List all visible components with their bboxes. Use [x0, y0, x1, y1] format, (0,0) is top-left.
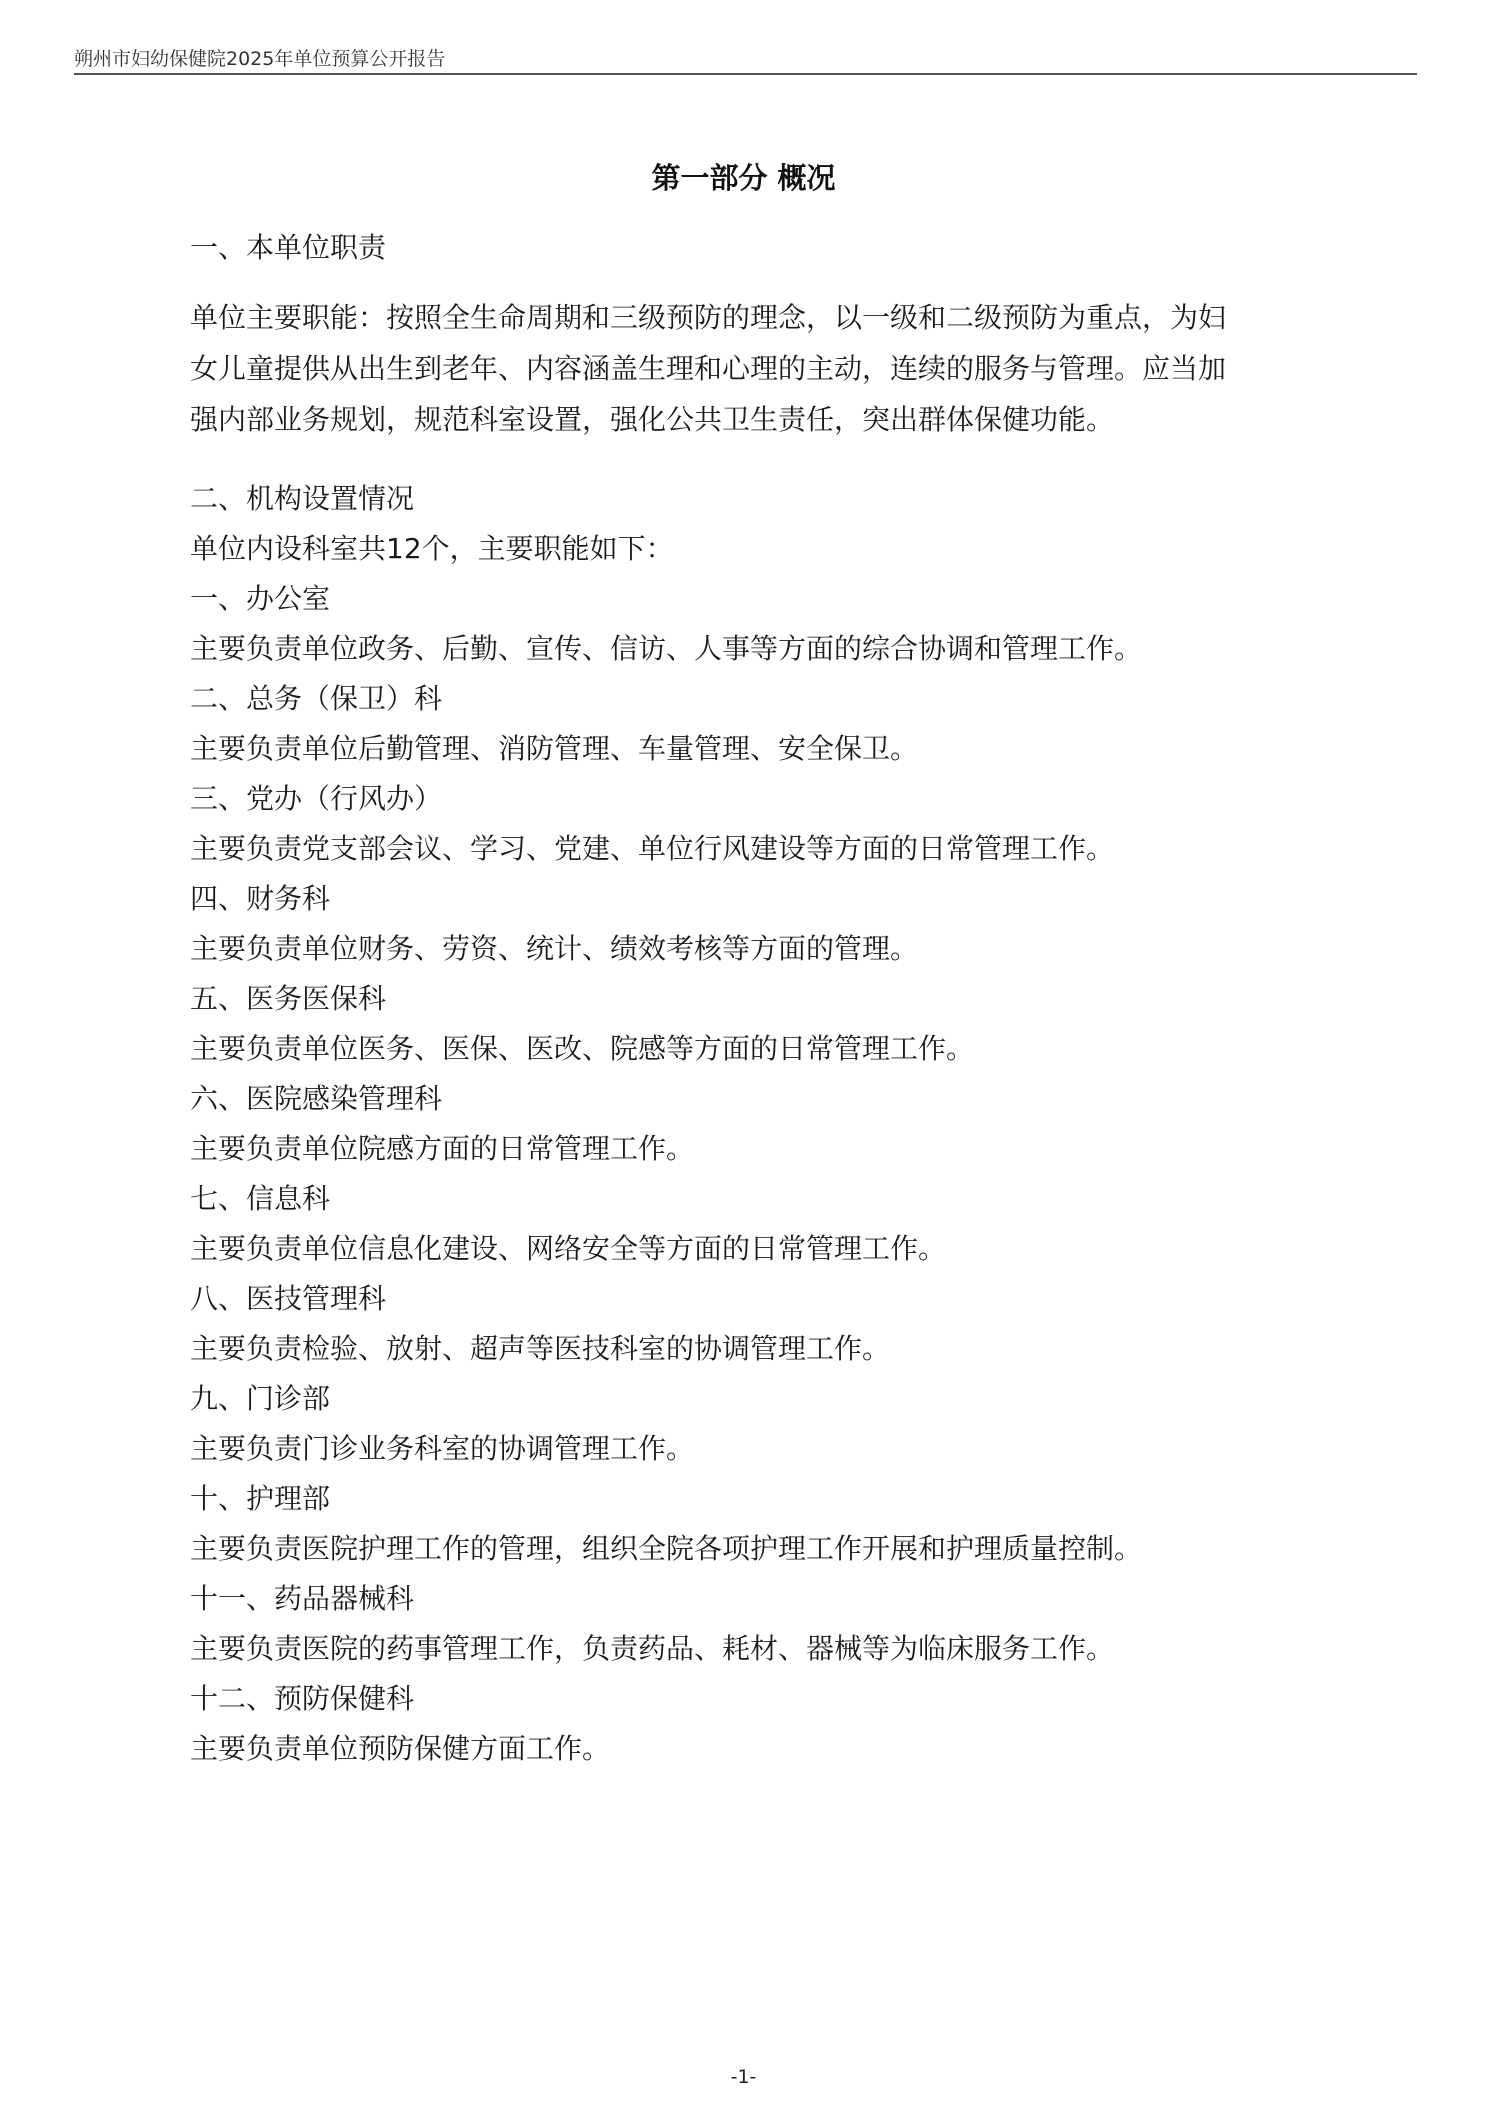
- department-name: 五、医务医保科: [190, 982, 387, 1015]
- org-heading: 二、机构设置情况: [190, 482, 415, 515]
- department-desc: 主要负责党支部会议、学习、党建、单位行风建设等方面的日常管理工作。: [190, 832, 1115, 865]
- department-desc: 主要负责单位财务、劳资、统计、绩效考核等方面的管理。: [190, 932, 919, 965]
- page-header-title: 朔州市妇幼保健院2025年单位预算公开报告: [74, 48, 446, 70]
- department-desc: 主要负责单位医务、医保、医改、院感等方面的日常管理工作。: [190, 1032, 975, 1065]
- department-desc: 主要负责医院护理工作的管理，组织全院各项护理工作开展和护理质量控制。: [190, 1532, 1143, 1565]
- header-divider: [74, 73, 1417, 75]
- department-name: 八、医技管理科: [190, 1282, 387, 1315]
- department-desc: 主要负责单位政务、后勤、宣传、信访、人事等方面的综合协调和管理工作。: [190, 632, 1143, 665]
- department-name: 六、医院感染管理科: [190, 1082, 443, 1115]
- department-name: 三、党办（行风办）: [190, 782, 443, 815]
- department-desc: 主要负责门诊业务科室的协调管理工作。: [190, 1432, 695, 1465]
- department-desc: 主要负责单位后勤管理、消防管理、车量管理、安全保卫。: [190, 732, 919, 765]
- department-name: 九、门诊部: [190, 1382, 331, 1415]
- duties-heading: 一、本单位职责: [190, 231, 387, 264]
- department-name: 十二、预防保健科: [190, 1682, 415, 1715]
- department-desc: 主要负责医院的药事管理工作，负责药品、耗材、器械等为临床服务工作。: [190, 1632, 1115, 1665]
- page-number: -1-: [730, 2066, 757, 2088]
- department-name: 二、总务（保卫）科: [190, 682, 443, 715]
- department-name: 十、护理部: [190, 1482, 331, 1515]
- duties-line: 强内部业务规划，规范科室设置，强化公共卫生责任，突出群体保健功能。: [190, 403, 1115, 436]
- department-desc: 主要负责单位院感方面的日常管理工作。: [190, 1132, 695, 1165]
- department-desc: 主要负责检验、放射、超声等医技科室的协调管理工作。: [190, 1332, 891, 1365]
- department-name: 七、信息科: [190, 1182, 331, 1215]
- org-intro: 单位内设科室共12个，主要职能如下：: [190, 532, 674, 565]
- department-desc: 主要负责单位信息化建设、网络安全等方面的日常管理工作。: [190, 1232, 947, 1265]
- document-body: [190, 220, 1320, 1774]
- department-name: 四、财务科: [190, 882, 331, 915]
- duties-line: 单位主要职能：按照全生命周期和三级预防的理念，以一级和二级预防为重点，为妇: [190, 301, 1227, 334]
- duties-line: 女儿童提供从出生到老年、内容涵盖生理和心理的主动，连续的服务与管理。应当加: [190, 352, 1227, 385]
- department-name: 十一、药品器械科: [190, 1582, 415, 1615]
- department-desc: 主要负责单位预防保健方面工作。: [190, 1732, 611, 1765]
- section-title: 第一部分 概况: [651, 161, 836, 195]
- department-name: 一、办公室: [190, 582, 331, 615]
